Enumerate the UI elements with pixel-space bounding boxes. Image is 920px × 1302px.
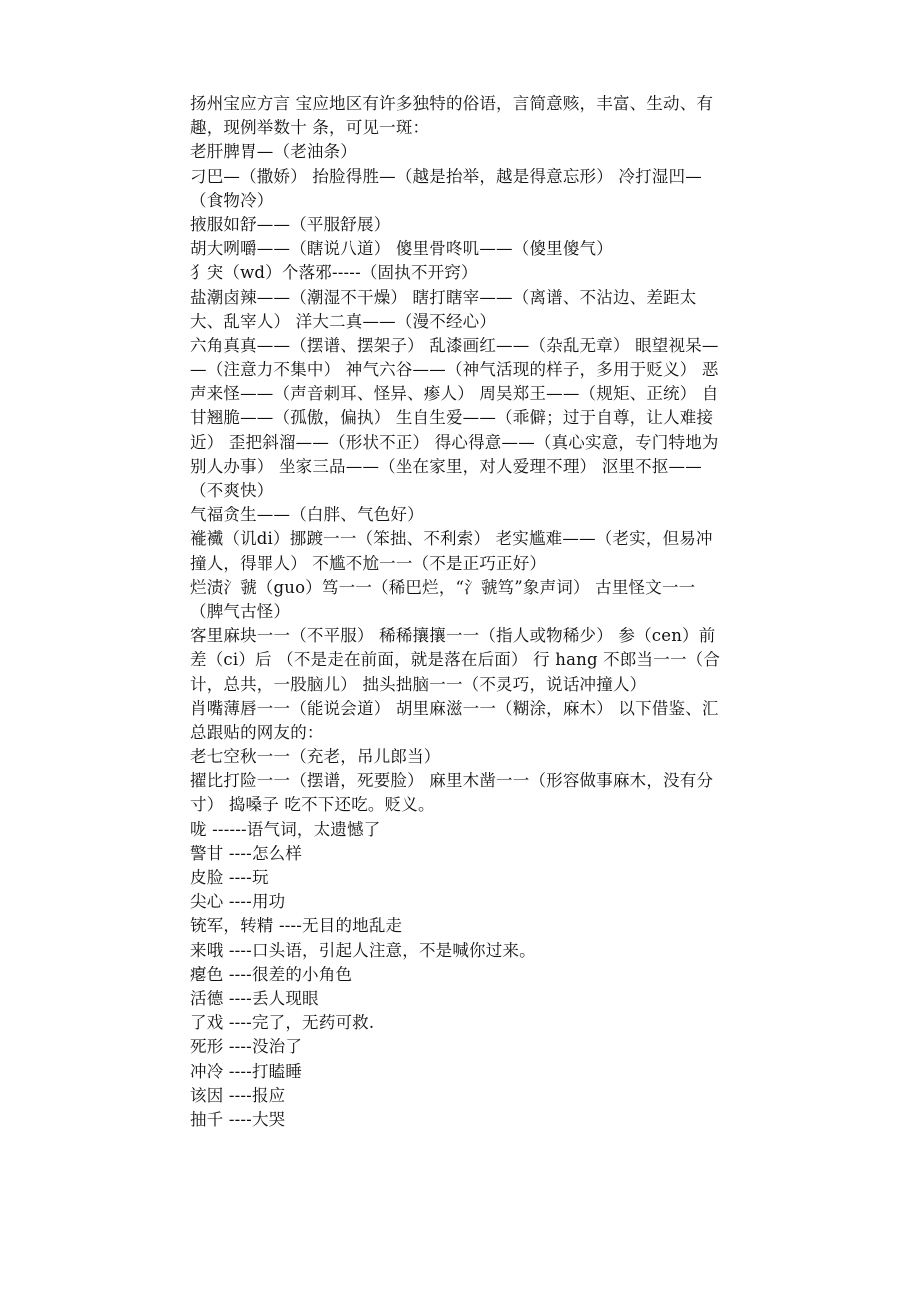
text-line: 声来怪——（声音刺耳、怪异、瘆人） 周吴郑王——（规矩、正统） 自 [190, 384, 719, 404]
text-line: 寸） 捣嗓子 吃不下还吃。贬义。 [190, 795, 435, 815]
text-line: 客里麻块一一（不平服） 稀稀攘攘一一（指人或物稀少） 参（cen）前 [190, 626, 716, 646]
text-line: 盐潮卤辣——（潮湿不干燥） 瞎打瞎宰——（离谱、不沾边、差距太 [190, 287, 697, 307]
text-line: 冲冷 ----打瞌睡 [190, 1061, 303, 1081]
text-line: 警甘 ----怎么样 [190, 843, 303, 863]
text-line: 铳军，转精 ----无目的地乱走 [190, 916, 403, 936]
text-line: 撞人，得罪人） 不尴不尬一一（不是正巧正好） [190, 553, 547, 573]
text-line: 来哦 ----口头语，引起人注意，不是喊你过来。 [190, 940, 536, 960]
text-line: 尖心 ----用功 [190, 892, 286, 912]
text-line: —（注意力不集中） 神气六谷——（神气活现的样子，多用于贬义） 恶 [190, 360, 719, 380]
text-line: 刁巴—（撒娇） 抬脸得胜—（越是抬举，越是得意忘形） 冷打湿凹— [190, 166, 702, 186]
text-line: （不爽快） [190, 481, 274, 500]
text-line: （脾气古怪） [190, 601, 291, 621]
text-line: 褦襶（讥di）挪踱一一（笨拙、不利索） 老实尴难——（老实，但易冲 [190, 529, 713, 549]
text-line: 差（ci）后 （不是走在前面，就是落在后面） 行 hang 不郎当一一（合 [190, 650, 721, 670]
text-line: 甘翘脆——（孤傲，偏执） 生自生爱——（乖僻；过于自尊，让人难接 [190, 408, 714, 428]
text-line: 趣，现例举数十 条，可见一斑： [190, 118, 430, 138]
text-line: 老肝脾胃—（老油条） [190, 142, 357, 162]
text-line: 该因 ----报应 [190, 1085, 286, 1105]
text-line: 肖嘴薄唇一一（能说会道） 胡里麻滋一一（糊涂，麻木） 以下借鉴、汇 [190, 698, 719, 718]
text-line: 大、乱宰人） 洋大二真——（漫不经心） [190, 311, 497, 331]
text-line: 近） 歪把斜溜——（形状不正） 得心得意——（真心实意，专门特地为 [190, 432, 719, 452]
text-line: 别人办事） 坐家三品——（坐在家里，对人爱理不理） 沤里不抠—— [190, 456, 702, 476]
text-line: 犭宊（wd）个落邪-----（固执不开窍） [190, 263, 478, 283]
text-line: 扬州宝应方言 宝应地区有许多独特的俗语，言简意赅，丰富、生动、有 [190, 94, 714, 113]
text-line: 抽千 ----大哭 [190, 1109, 286, 1129]
text-line: 掖服如舒——（平服舒展） [190, 214, 391, 234]
text-line: （食物冷） [190, 190, 274, 210]
text-line: 六角真真——（摆谱、摆架子） 乱漆画红——（杂乱无章） 眼望视呆— [190, 335, 719, 355]
text-line: 死形 ----没治了 [190, 1037, 303, 1057]
text-line: 计，总共，一股脑儿） 拙头拙脑一一（不灵巧，说话冲撞人） [190, 674, 647, 694]
text-line: 老七空秋一一（充老，吊儿郎当） [190, 747, 441, 767]
text-line: 咙 ------语气词，太遗憾了 [190, 819, 381, 839]
text-line: 活德 ----丢人现眼 [190, 988, 319, 1008]
text-line: 烂渍氵虢（guo）笃一一（稀巴烂，“氵虢笃”象声词） 古里怪文一一 [190, 577, 696, 597]
text-line: 了戏 ----完了，无药可救. [190, 1013, 375, 1033]
text-line: 总跟贴的网友的： [190, 722, 324, 742]
text-line: 胡大咧嚼——（瞎说八道） 傻里骨咚叽——（傻里傻气） [190, 239, 613, 259]
text-line: 擢比打险一一（摆谱，死要脸） 麻里木凿一一（形容做事麻木，没有分 [190, 771, 714, 791]
text-line: 皮脸 ----玩 [190, 868, 269, 887]
document-body [190, 92, 790, 1132]
text-line: 气福贪生——（白胖、气色好） [190, 505, 424, 525]
text-line: 瘪色 ----很差的小角色 [190, 964, 353, 984]
